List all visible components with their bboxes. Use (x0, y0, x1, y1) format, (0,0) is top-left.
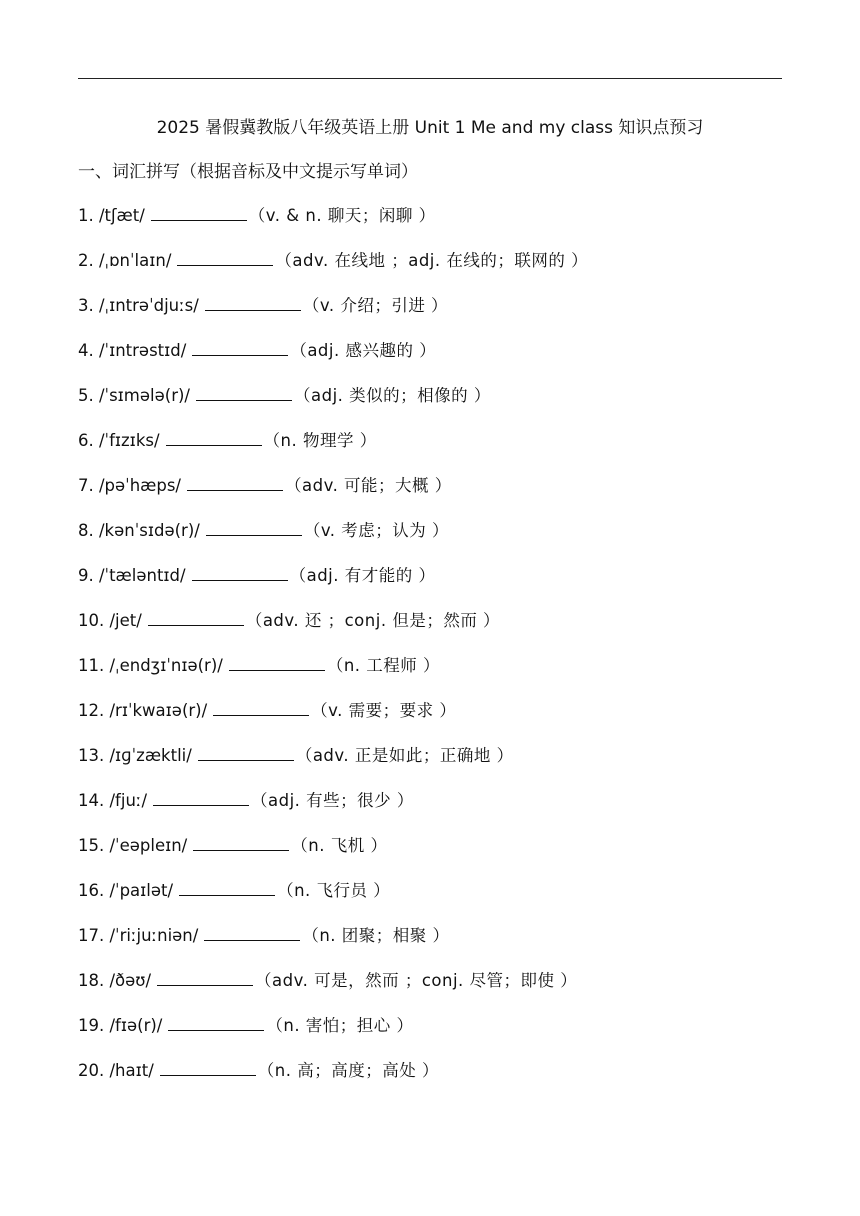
phonetic-prompt: 11. /ˌendʒɪˈnɪə(r)/ (78, 656, 223, 675)
answer-blank[interactable] (168, 1014, 264, 1031)
meaning-hint: （n. 高；高度；高处 ） (257, 1061, 439, 1080)
vocabulary-list (78, 204, 588, 1104)
meaning-hint: （adv. 还 ；conj. 但是；然而 ） (245, 611, 501, 630)
phonetic-prompt: 1. /tʃæt/ (78, 206, 145, 225)
meaning-hint: （adv. 可是，然而 ；conj. 尽管；即使 ） (255, 971, 578, 990)
answer-blank[interactable] (204, 924, 300, 941)
answer-blank[interactable] (196, 384, 292, 401)
answer-blank[interactable] (192, 339, 288, 356)
list-item (78, 204, 588, 249)
meaning-hint: （n. 飞机 ） (291, 836, 388, 855)
meaning-hint: （n. 物理学 ） (263, 431, 377, 450)
meaning-hint: （adv. 可能；大概 ） (285, 476, 452, 495)
list-item (78, 699, 588, 744)
meaning-hint: （n. 飞行员 ） (277, 881, 391, 900)
list-item (78, 294, 588, 339)
phonetic-prompt: 17. /ˈriːjuːniən/ (78, 926, 199, 945)
answer-blank[interactable] (205, 294, 301, 311)
phonetic-prompt: 13. /ɪɡˈzæktli/ (78, 746, 192, 765)
meaning-hint: （v. 介绍；引进 ） (302, 296, 449, 315)
section-heading: 一、词汇拼写（根据音标及中文提示写单词） (78, 162, 418, 182)
list-item (78, 249, 588, 294)
answer-blank[interactable] (229, 654, 325, 671)
phonetic-prompt: 14. /fjuː/ (78, 791, 148, 810)
phonetic-prompt: 7. /pəˈhæps/ (78, 476, 181, 495)
meaning-hint: （adv. 在线地 ；adj. 在线的；联网的 ） (275, 251, 589, 270)
phonetic-prompt: 9. /ˈtæləntɪd/ (78, 566, 186, 585)
phonetic-prompt: 2. /ˌɒnˈlaɪn/ (78, 251, 172, 270)
answer-blank[interactable] (193, 834, 289, 851)
list-item (78, 1014, 588, 1059)
answer-blank[interactable] (206, 519, 302, 536)
phonetic-prompt: 3. /ˌɪntrəˈdjuːs/ (78, 296, 199, 315)
phonetic-prompt: 10. /jet/ (78, 611, 142, 630)
answer-blank[interactable] (157, 969, 253, 986)
phonetic-prompt: 19. /fɪə(r)/ (78, 1016, 163, 1035)
list-item (78, 1059, 588, 1104)
answer-blank[interactable] (192, 564, 288, 581)
meaning-hint: （adj. 类似的；相像的 ） (294, 386, 491, 405)
meaning-hint: （v. & n. 聊天；闲聊 ） (248, 206, 436, 225)
list-item (78, 744, 588, 789)
answer-blank[interactable] (151, 204, 247, 221)
list-item (78, 924, 588, 969)
meaning-hint: （n. 工程师 ） (326, 656, 441, 675)
answer-blank[interactable] (187, 474, 283, 491)
answer-blank[interactable] (166, 429, 262, 446)
answer-blank[interactable] (153, 789, 249, 806)
meaning-hint: （n. 害怕；担心 ） (266, 1016, 414, 1035)
meaning-hint: （adv. 正是如此；正确地 ） (295, 746, 514, 765)
phonetic-prompt: 5. /ˈsɪmələ(r)/ (78, 386, 190, 405)
answer-blank[interactable] (160, 1059, 256, 1076)
list-item (78, 519, 588, 564)
list-item (78, 654, 588, 699)
answer-blank[interactable] (198, 744, 294, 761)
phonetic-prompt: 12. /rɪˈkwaɪə(r)/ (78, 701, 208, 720)
list-item (78, 474, 588, 519)
meaning-hint: （v. 需要；要求 ） (311, 701, 457, 720)
meaning-hint: （adj. 有些；很少 ） (251, 791, 414, 810)
list-item (78, 834, 588, 879)
phonetic-prompt: 4. /ˈɪntrəstɪd/ (78, 341, 187, 360)
meaning-hint: （v. 考虑；认为 ） (303, 521, 450, 540)
answer-blank[interactable] (148, 609, 244, 626)
list-item (78, 879, 588, 924)
meaning-hint: （adj. 感兴趣的 ） (290, 341, 437, 360)
header-rule (78, 78, 782, 79)
list-item (78, 339, 588, 384)
phonetic-prompt: 18. /ðəʊ/ (78, 971, 152, 990)
list-item (78, 789, 588, 834)
list-item (78, 429, 588, 474)
list-item (78, 384, 588, 429)
list-item (78, 969, 588, 1014)
meaning-hint: （adj. 有才能的 ） (289, 566, 436, 585)
answer-blank[interactable] (179, 879, 275, 896)
list-item (78, 564, 588, 609)
phonetic-prompt: 16. /ˈpaɪlət/ (78, 881, 174, 900)
phonetic-prompt: 15. /ˈeəpleɪn/ (78, 836, 188, 855)
list-item (78, 609, 588, 654)
phonetic-prompt: 8. /kənˈsɪdə(r)/ (78, 521, 200, 540)
phonetic-prompt: 20. /haɪt/ (78, 1061, 154, 1080)
phonetic-prompt: 6. /ˈfɪzɪks/ (78, 431, 160, 450)
answer-blank[interactable] (177, 249, 273, 266)
meaning-hint: （n. 团聚；相聚 ） (302, 926, 450, 945)
answer-blank[interactable] (213, 699, 309, 716)
page-title: 2025 暑假冀教版八年级英语上册 Unit 1 Me and my class 知识点预习 (156, 118, 704, 138)
